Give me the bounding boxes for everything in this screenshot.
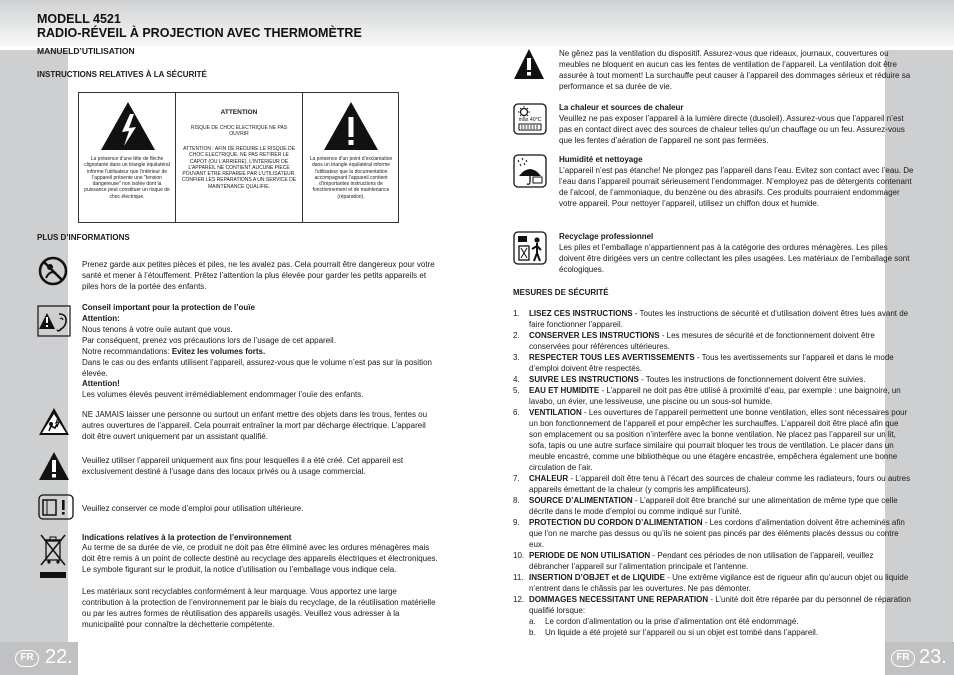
safety-measure-text: - Tous les avertissements sur l’appareil et dans le mode d’emploi doivent être respectés. [529, 353, 894, 373]
model-title: MODELL 4521 [37, 12, 121, 26]
page-number-right: 23. [919, 646, 947, 668]
safety-measure-item [513, 572, 913, 594]
product-title: RADIO-RÉVEIL À PROJECTION AVEC THERMOMÈTRE [37, 26, 362, 40]
safety-measure-number: 7. [513, 474, 520, 483]
safety-measure-item [513, 352, 913, 374]
hearing-line-3 [82, 346, 440, 357]
ventilation-text: Ne gênez pas la ventilation du dispositif. Assurez-vous que rideaux, journaux, couvertures ou meubles ne bloquent en aucun cas les fentes de ventilation de l’appareil. La ventilation doit être assurée à tout moment! La surchauffe peut causer à l’appareil des dommages sérieux et réduire sa performance et sa durée de vie. [559, 49, 911, 91]
humidity-cleaning-icon [513, 154, 547, 188]
safety-measure-subitem [513, 616, 913, 627]
warning-cell-right [303, 93, 399, 222]
hearing-line-5: Les volumes élevés peuvent irrémédiablement endommager l’ouïe des enfants. [82, 390, 364, 399]
safety-measure-keyword: CONSERVER LES INSTRUCTIONS [529, 331, 660, 340]
exclamation-icon [38, 451, 70, 481]
safety-measure-keyword: CHALEUR [529, 474, 569, 483]
safety-measure-item [513, 517, 913, 550]
hearing-title: Conseil important pour la protection de l’ouïe [82, 303, 255, 312]
safety-measure-text: - L’appareil doit être branché sur une alimentation de même type que celle décrite dans le mode d’emploi ou comme indiqué sur l’unité. [529, 496, 898, 516]
safety-measure-number: 11. [513, 573, 524, 582]
hearing-attention-1: Attention: [82, 314, 120, 323]
safety-measure-item [513, 550, 913, 572]
safety-measure-number: 12. [513, 595, 525, 604]
safety-measure-item [513, 385, 913, 407]
hearing-icon [37, 305, 71, 337]
safety-measure-text: - L’unité doit être réparée par du personnel de réparation qualifié lorsque: [529, 595, 911, 615]
warning-right-text: La présence d’un point d’exclamation dans un triangle équilatéral informe l’utilisateur que la documentation accompagnant l’appareil contient d’importantes instructions de fonctionnement et de maintenance (réparation). [309, 156, 393, 200]
safety-measure-keyword: PROTECTION DU CORDON D’ALIMENTATION [529, 518, 703, 527]
warning-box [78, 92, 399, 223]
heat-icon-label: max 40°C [518, 117, 542, 123]
safety-measure-keyword: RESPECTER TOUS LES AVERTISSEMENTS [529, 353, 695, 362]
safety-measure-item [513, 308, 913, 330]
language-badge-right: FR [891, 650, 915, 667]
safety-measure-text: - Toutes les instructions de sécurité et d’utilisation doivent êtres lues avant de faire fonctionner l’appareil. [529, 309, 909, 329]
safety-measure-keyword: SUIVRE LES INSTRUCTIONS [529, 375, 639, 384]
safety-measure-number: 1. [513, 309, 520, 318]
humidity-text: L’appareil n’est pas étanche! Ne plongez pas l’appareil dans l’eau. Evitez son contact avec l’eau. De l’eau dans l’appareil pourrait sérieusement l’endommager. N’employez pas de détergents contenant de l’alcool, de l’ammoniaque, du benzène ou des abrasifs. Ces produits pourraient endommager votre appareil. Pour nettoyer l’appareil, utilisez un chiffon doux et humide. [559, 166, 914, 208]
hearing-attention-2: Attention! [82, 379, 120, 388]
safety-measures-heading: MESURES DE SÉCURITÉ [513, 288, 609, 297]
safety-measure-keyword: EAU ET HUMIDITE [529, 386, 600, 395]
intended-use-text: Veuillez utiliser l’appareil uniquement aux fins pour lesquelles il a été créé. Cet appareil est exclusivement destiné à l’usage dans des locaux privés ou à usage commercial. [82, 456, 404, 476]
warning-cell-center [176, 93, 303, 222]
ventilation-warning-icon [513, 48, 545, 80]
small-parts-text: Prenez garde aux petites pièces et piles, ne les avalez pas. Cela pourrait être dangereux pour votre santé et mener à l’étouffement. Prêtez l’attention la plus élevée pour garder les petits appareils et piles hors de la portée des enfants. [82, 260, 435, 291]
children-objects-text: NE JAMAIS laisser une personne ou surtout un enfant mettre des objets dans les trous, fentes ou autres ouvertures de l’appareil. Cela pourrait entraîner la mort par décharge électrique. L’appareil doit être ouvert uniquement par un assistant qualifié. [82, 410, 428, 441]
hearing-line-1: Nous tenons à votre ouïe autant que vous. [82, 325, 233, 334]
hearing-recommendation: Evitez les volumes forts. [171, 347, 266, 356]
safety-measure-item [513, 594, 913, 616]
page-number-left: 22. [45, 646, 73, 668]
recycling-icon [513, 231, 547, 265]
environment-title: Indications relatives à la protection de l’environnement [82, 533, 292, 542]
warning-center-sub: RISQUE DE CHOC ELECTRIQUE NE PAS OUVRIR [190, 125, 288, 138]
recycling-title: Recyclage professionnel [559, 232, 654, 241]
safety-measure-number: 3. [513, 353, 520, 362]
lightning-warning-icon [99, 100, 157, 152]
safety-measure-keyword: VENTILATION [529, 408, 582, 417]
subitem-row [529, 627, 913, 638]
safety-measure-keyword: PERIODE DE NON UTILISATION [529, 551, 651, 560]
language-badge-left: FR [15, 650, 39, 667]
safety-measure-text: - Les cordons d’alimentation doivent être acheminés afin que l’on ne marche pas dessus ou qu’ils ne soient pas pincés par des éléments placés dessus ou contre eux. [529, 518, 905, 549]
safety-measure-number: 6. [513, 408, 520, 417]
safety-measure-text: - L’appareil ne doit pas être utilisé à proximité d’eau, par exemple : une baignoire, un lavabo, un évier, une lessiveuse, une piscine ou un sous-sol humide. [529, 386, 901, 406]
safety-measure-number: 2. [513, 331, 520, 340]
heat-source-icon [513, 103, 547, 135]
hearing-line-4: Dans le cas ou des enfants utilisent l’appareil, assurez-vous que le volume n’est pas sur la position élevée. [82, 358, 432, 378]
safety-measure-number: 9. [513, 518, 520, 527]
safety-measure-number: 4. [513, 375, 520, 384]
safety-heading: INSTRUCTIONS RELATIVES À LA SÉCURITÉ [37, 70, 207, 79]
environment-text-1: Au terme de sa durée de vie, ce produit ne doit pas être éliminé avec les ordures ménagères mais doit être remis à un point de collecte destiné au recyclage des appareils électriques et électroniques. Le symbole figurant sur le produit, la notice d’utilisation ou l’emballage vous indique cela. [82, 543, 438, 574]
environment-text-2: Les matériaux sont recyclables conformément à leur marquage. Vous apportez une large contribution à la protection de l’environnement par le biais du recyclage, de la réutilisation matérielle ou par les autres formes de réutilisation des appareils usagés. Veuillez vous adresser à la municipalité pour connaître la déchetterie compétente. [82, 587, 436, 629]
safety-measure-keyword: SOURCE D’ALIMENTATION [529, 496, 633, 505]
subitem-letter: b. [529, 628, 536, 637]
safety-measure-text: - Les ouvertures de l’appareil permettent une bonne ventilation, elles sont nécessaires pour un bon fonctionnement de l’appareil et pour empêcher les surchauffes. L’appareil doit être placé afin que son emplacement ou sa position n’interfère avec la bonne ventilation. Ne placez pas l’appareil sur un lit, sofa, tapis ou une autre surface similaire qui pourrait bloquer les trous de ventilation. Le placer dans un meuble encastré, comme une bibliothèque ou une étagère encastrée, empêchera également une bonne circulation de l’air. [529, 408, 908, 472]
safety-measure-item [513, 473, 913, 495]
safety-measure-number: 5. [513, 386, 520, 395]
warning-left-text: La présence d’une tête de flèche clignotante dans un triangle équilatéral informe l’utilisateur que l’intérieur de l’appareil présente une "tension dangereuse" non isolée dont la puissance peut constituer un risque de choc électrique. [84, 156, 170, 200]
shock-hazard-icon [38, 407, 70, 436]
keep-manual-text: Veuillez conserver ce mode d’emploi pour utilisation ultérieure. [82, 504, 304, 513]
subitem-text: Le cordon d’alimentation ou la prise d’alimentation ont été endommagé. [545, 617, 799, 626]
safety-measures-list [513, 308, 913, 638]
exclamation-warning-icon [322, 100, 380, 152]
no-children-icon [38, 256, 68, 286]
manual-title: MANUELD’UTILISATION [37, 46, 135, 56]
hearing-line-2: Par conséquent, prenez vos précautions lors de l’usage de cet appareil. [82, 336, 336, 345]
safety-measure-text: - Pendant ces périodes de non utilisation de l’appareil, veuillez débrancher l’appareil sur l’alimentation principale et l’antenne. [529, 551, 874, 571]
subitem-letter: a. [529, 617, 536, 626]
safety-measure-keyword: DOMMAGES NECESSITANT UNE REPARATION [529, 595, 709, 604]
safety-measure-keyword: INSERTION D’OBJET et de LIQUIDE [529, 573, 666, 582]
safety-measure-number: 8. [513, 496, 520, 505]
safety-measure-text: - Toutes les instructions de fonctionnement doivent être suivies. [638, 375, 866, 384]
safety-measure-text: - L’appareil doit être tenu à l’écart des sources de chaleur comme les radiateurs, fours ou autres appareils émettant de la chaleur (y compris les amplificateurs). [529, 474, 911, 494]
safety-measure-item [513, 495, 913, 517]
heat-text: Veuillez ne pas exposer l’appareil à la lumière directe (dusoleil). Assurez-vous que l’appareil n’est pas en contact direct avec des sources de chaleur telles qu’un chauffage ou un feu. Assurez-vous que les fentes d’aération de l’appareil ne sont pas fermées. [559, 114, 905, 145]
recycling-text: Les piles et l’emballage n’appartiennent pas à la catégorie des ordures ménagères. Les piles doivent être dirigées vers un centre collectant les piles usagées. Les matériaux de l’emballage sont écologiques. [559, 243, 910, 274]
manual-book-icon [38, 494, 74, 520]
safety-measure-keyword: LISEZ CES INSTRUCTIONS [529, 309, 633, 318]
humidity-title: Humidité et nettoyage [559, 155, 643, 164]
page-title [37, 12, 362, 40]
safety-measure-number: 10. [513, 551, 525, 560]
safety-measure-item [513, 374, 913, 385]
safety-measure-text: - Les mesures de sécurité et de fonctionnement doivent être conservées pour références ultérieures. [529, 331, 875, 351]
hearing-recommendation-label: Notre recommandations: [82, 347, 172, 356]
subitem-text: Un liquide a été projeté sur l’appareil ou si un objet est tombé dans l’appareil. [545, 628, 819, 637]
weee-bin-icon [38, 532, 68, 580]
warning-center-title: ATTENTION [220, 109, 258, 116]
safety-measure-item [513, 330, 913, 352]
warning-cell-left [79, 93, 176, 222]
safety-measure-subitem [513, 627, 913, 638]
more-info-heading: PLUS D’INFORMATIONS [37, 233, 130, 242]
safety-measure-item [513, 407, 913, 473]
safety-measure-text: - Une extrême vigilance est de rigueur afin qu’aucun objet ou liquide n’entrent dans le châssis par les ouvertures. Ne pas démonter. [529, 573, 909, 593]
subitem-row [529, 616, 913, 627]
heat-title: La chaleur et sources de chaleur [559, 103, 684, 112]
warning-center-text: ATTENTION : AFIN DE REDUIRE LE RISQUE DE CHOC ELECTRIQUE, NE PAS RETIRER LE CAPOT (OU L’ARRIERE). L’INTERIEUR DE L’APPAREIL NE CONTIENT AUCUNE PIECE POUVANT ETRE REPAREE PAR L’UTILISATEUR. CONFIER LES REPARATIONS A UN SERVICE DE MAINTENANCE QUALIFIE. [181, 146, 297, 190]
